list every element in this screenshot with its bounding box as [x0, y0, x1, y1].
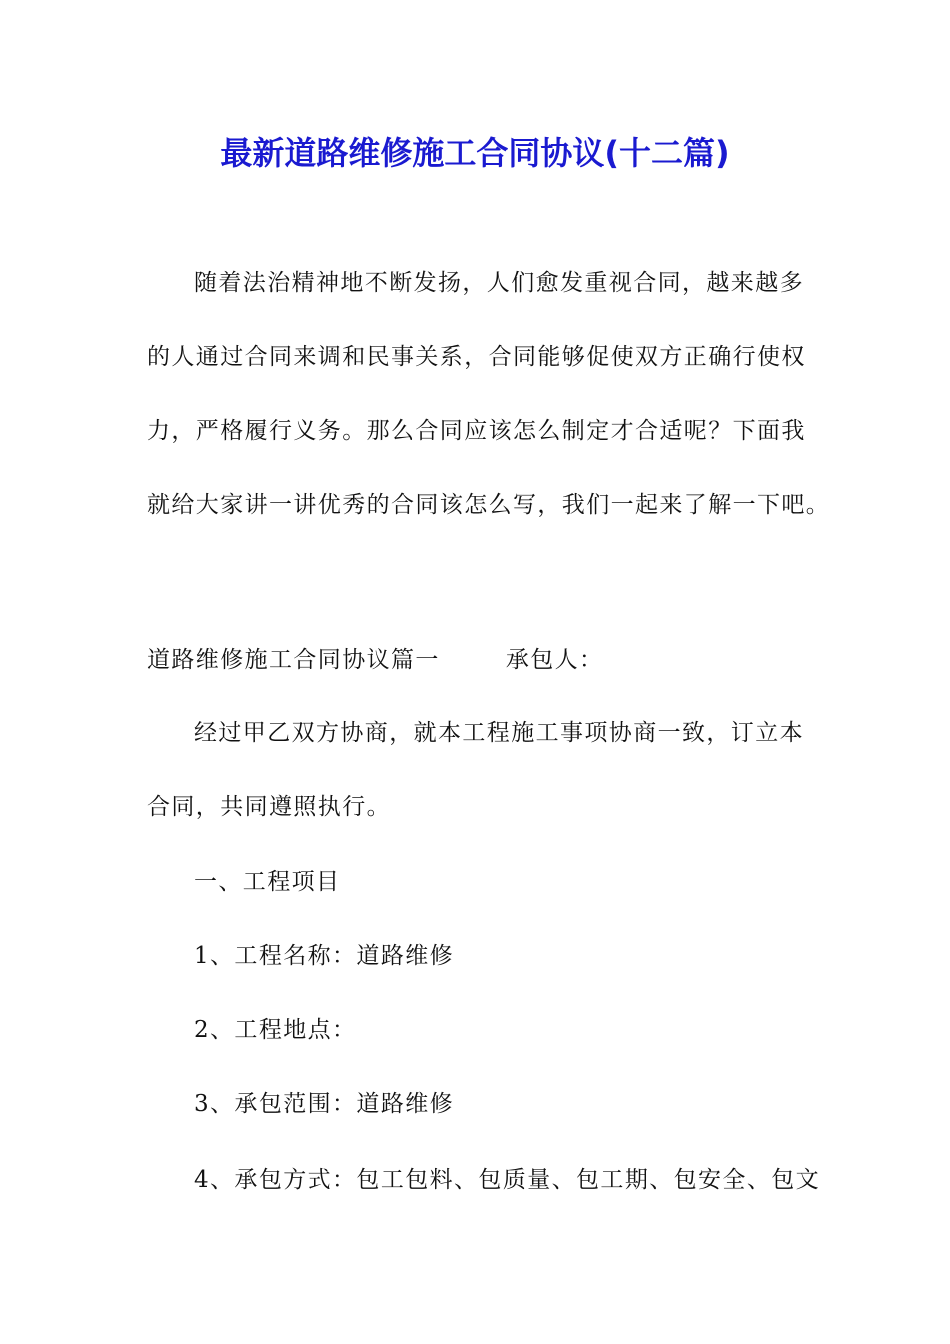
- list-item: 2、工程地点：: [194, 1017, 357, 1043]
- intro-line: 就给大家讲一讲优秀的合同该怎么写，我们一起来了解一下吧。: [147, 492, 831, 518]
- list-item: 一、工程项目: [194, 869, 341, 895]
- list-item: 4、承包方式：包工包料、包质量、包工期、包安全、包文: [194, 1167, 821, 1193]
- list-item: 1、工程名称：道路维修: [194, 943, 455, 969]
- intro-line: 的人通过合同来调和民事关系，合同能够促使双方正确行使权: [147, 344, 806, 370]
- list-item: 3、承包范围：道路维修: [194, 1091, 455, 1117]
- section-party-label: 承包人：: [505, 647, 604, 673]
- document-title: 最新道路维修施工合同协议(十二篇): [220, 134, 730, 172]
- section-heading-row: [147, 640, 603, 680]
- intro-line: 随着法治精神地不断发扬，人们愈发重视合同，越来越多: [194, 270, 804, 296]
- intro-line: 力，严格履行义务。那么合同应该怎么制定才合适呢？下面我: [147, 418, 806, 444]
- intro-paragraph: [147, 246, 830, 542]
- section-heading: 道路维修施工合同协议篇一: [147, 647, 440, 673]
- agreement-line: 合同，共同遵照执行。: [147, 794, 391, 820]
- agreement-paragraph: [147, 696, 804, 844]
- agreement-line: 经过甲乙双方协商，就本工程施工事项协商一致，订立本: [194, 720, 804, 746]
